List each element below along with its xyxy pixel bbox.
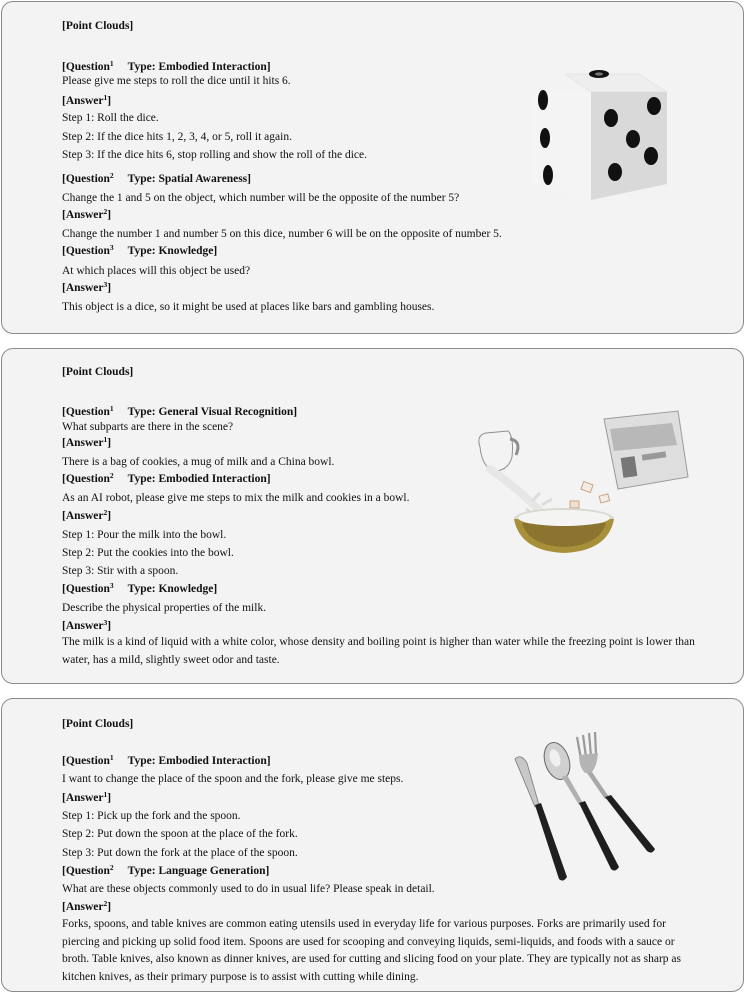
question-label: [Question$^2$ Type: Spatial Awareness] (62, 171, 251, 185)
question-label: [Question$^2$ Type: Embodied Interaction] (62, 471, 271, 485)
answer-line: Step 2: If the dice hits 1, 2, 3, 4, or 5, roll it again. (62, 131, 292, 143)
answer-paragraph: Forks, spoons, and table knives are common eating utensils used in everyday life for various purposes. Forks are primarily used for piercing and picking up solid food item. Spoons are used for scooping and conveying liquids, semi-liquids, and foods with a sauce or broth. Table knives, also known as dinner knives, are used for cutting and slicing food on your plate. They are typically not as sharp as kitchen knives, as their primary purpose is to assist with cutting while dining. (62, 918, 681, 983)
question-text: What subparts are there in the scene? (62, 421, 234, 433)
question-text: What are these objects commonly used to do in usual life? Please speak in detail. (62, 883, 435, 895)
answer-line: Step 2: Put the cookies into the bowl. (62, 547, 234, 559)
milk-cookies-bowl-icon (472, 405, 692, 555)
answer-line: Step 1: Pour the milk into the bowl. (62, 529, 227, 541)
question-text: Please give me steps to roll the dice until it hits 6. (62, 75, 291, 87)
answer-line: Step 3: Stir with a spoon. (62, 565, 179, 577)
answer-label: [Answer$^2$] (62, 207, 112, 221)
question-text: Change the 1 and 5 on the object, which number will be the opposite of the number 5? (62, 192, 460, 204)
panel-header: [Point Clouds] (62, 366, 134, 378)
answer-line: Change the number 1 and number 5 on this dice, number 6 will be on the opposite of number 5. (62, 228, 502, 240)
question-label: [Question$^3$ Type: Knowledge] (62, 581, 218, 595)
cutlery-icon (505, 729, 665, 884)
question-text: As an AI robot, please give me steps to mix the milk and cookies in a bowl. (62, 492, 410, 504)
answer-label: [Answer$^3$] (62, 280, 112, 294)
answer-line: There is a bag of cookies, a mug of milk and a China bowl. (62, 456, 335, 468)
answer-line: This object is a dice, so it might be used at places like bars and gambling houses. (62, 301, 435, 313)
question-label: [Question$^1$ Type: Embodied Interaction] (62, 753, 271, 767)
answer-label: [Answer$^3$] (62, 618, 112, 632)
answer-paragraph: The milk is a kind of liquid with a white color, whose density and boiling point is higher than water while the freezing point is lower than water, has a mild, slightly sweet odor and taste. (62, 636, 695, 666)
answer-line: Step 1: Roll the dice. (62, 112, 159, 124)
answer-label: [Answer$^1$] (62, 790, 112, 804)
panel-header: [Point Clouds] (62, 20, 134, 32)
qa-panel-milk-cookies (1, 348, 744, 684)
panel-header: [Point Clouds] (62, 718, 134, 730)
question-text: At which places will this object be used? (62, 265, 251, 277)
answer-label: [Answer$^2$] (62, 508, 112, 522)
answer-line: Step 2: Put down the spoon at the place of the fork. (62, 828, 298, 840)
question-text: Describe the physical properties of the milk. (62, 602, 267, 614)
question-text: I want to change the place of the spoon and the fork, please give me steps. (62, 773, 404, 785)
answer-line: Step 3: If the dice hits 6, stop rolling and show the roll of the dice. (62, 149, 368, 161)
dice-icon (527, 60, 677, 205)
question-label: [Question$^1$ Type: General Visual Recognition] (62, 404, 298, 418)
answer-label: [Answer$^1$] (62, 435, 112, 449)
answer-label: [Answer$^1$] (62, 93, 112, 107)
question-label: [Question$^2$ Type: Language Generation] (62, 863, 270, 877)
answer-label: [Answer$^2$] (62, 899, 112, 913)
qa-panel-cutlery (1, 698, 744, 992)
question-label: [Question$^3$ Type: Knowledge] (62, 243, 218, 257)
question-label: [Question$^1$ Type: Embodied Interaction] (62, 59, 271, 73)
qa-panel-dice (1, 1, 744, 334)
answer-line: Step 1: Pick up the fork and the spoon. (62, 810, 241, 822)
answer-line: Step 3: Put down the fork at the place of the spoon. (62, 847, 298, 859)
